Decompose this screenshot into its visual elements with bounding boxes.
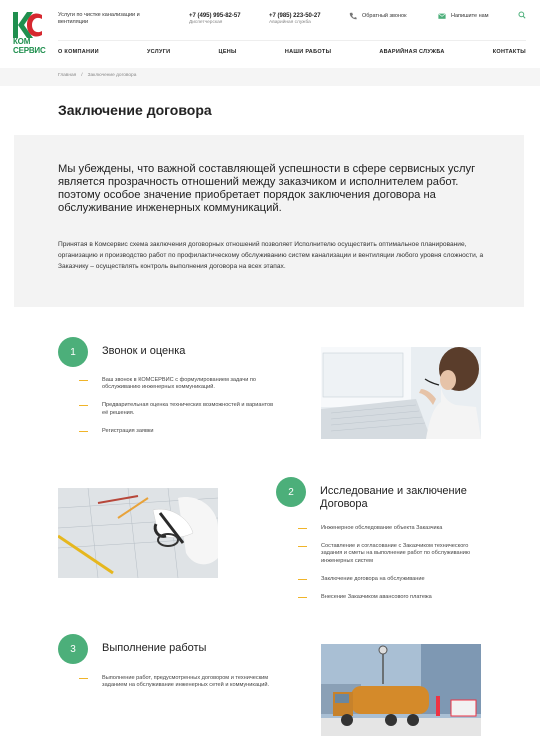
write-us-link[interactable]: Напишите нам [438,12,489,20]
list-item: Внесение Заказчиком авансового платежа [298,594,488,601]
logo-ks-mark [13,12,43,38]
mail-icon [438,12,446,20]
company-logo[interactable] [13,12,45,60]
nav-emergency[interactable]: АВАРИЙНАЯ СЛУЖБА [379,48,445,55]
breadcrumb-current: Заключение договора [87,73,137,78]
phone-emergency[interactable]: +7 (985) 223-50-27 Аварийная служба [269,13,321,25]
tagline: Услуги по чистке канализации и вентиляции [58,12,140,25]
nav-contacts[interactable]: КОНТАКТЫ [492,48,526,55]
step-3-list [79,675,279,700]
nav-works[interactable]: НАШИ РАБОТЫ [284,48,332,55]
main-nav [58,40,526,62]
step-1-number: 1 [58,337,88,367]
step-1-list [79,377,279,446]
list-item: Регистрация заявки [79,428,279,435]
nav-about[interactable]: О КОМПАНИИ [58,48,99,55]
logo-text: КОМ СЕРВИС [13,37,46,55]
step-3-number: 3 [58,634,88,664]
callback-link[interactable]: Обратный звонок [349,12,406,20]
page-title: Заключение договора [58,102,212,118]
phone-icon [349,12,357,20]
nav-services[interactable]: УСЛУГИ [146,48,171,55]
photo-service-truck [321,644,481,736]
list-item: Выполнение работ, предусмотренных договором и техническим заданием на обслуживание инженерных сетей и коммуникаций. [79,675,279,689]
search-icon[interactable] [518,11,526,19]
photo-blueprints [58,488,218,578]
intro-body: Принятая в Комсервис схема заключения договорных отношений позволяет Исполнителю осуществить оптимальное планирование, организацию и производство работ по профилактическому обслуживанию систем канализации и вентиляции любого уровня сложности, а Заказчику – осуществлять контроль выполнения договора на всех этапах. [58,241,484,270]
step-1-title: Звонок и оценка [102,345,186,357]
nav-prices[interactable]: ЦЕНЫ [218,48,237,55]
list-item: Составление и согласование с Заказчиком технического задания и сметы на выполнение работ по обслуживанию инженерных систем [298,543,488,565]
photo-call-center [321,347,481,439]
breadcrumb-separator: / [81,73,83,78]
list-item: Ваш звонок в КОМСЕРВИС с формулированием задачи по обслуживанию инженерных коммуникаций. [79,377,279,391]
step-3-title: Выполнение работы [102,642,207,654]
list-item: Заключение договора на обслуживание [298,576,488,583]
step-2-title: Исследование и заключение Договора [320,485,467,510]
intro-lead: Мы убеждены, что важной составляющей успешности в сфере сервисных услуг является прозрачность отношений между заказчиком и исполнителем работ. поэтому особое значение приобретает порядок заключения договора на обслуживание инженерных коммуникаций. [58,163,476,214]
intro-box [14,135,524,307]
list-item: Инженерное обследование объекта Заказчика [298,525,488,532]
step-2-number: 2 [276,477,306,507]
phone-dispatch[interactable]: +7 (495) 995-82-57 Диспетчерская [189,13,241,25]
list-item: Предварительная оценка технических возможностей и вариантов её решения. [79,402,279,416]
breadcrumb-home[interactable]: Главная [58,73,77,78]
breadcrumb [58,73,136,78]
step-2-list [298,525,488,612]
